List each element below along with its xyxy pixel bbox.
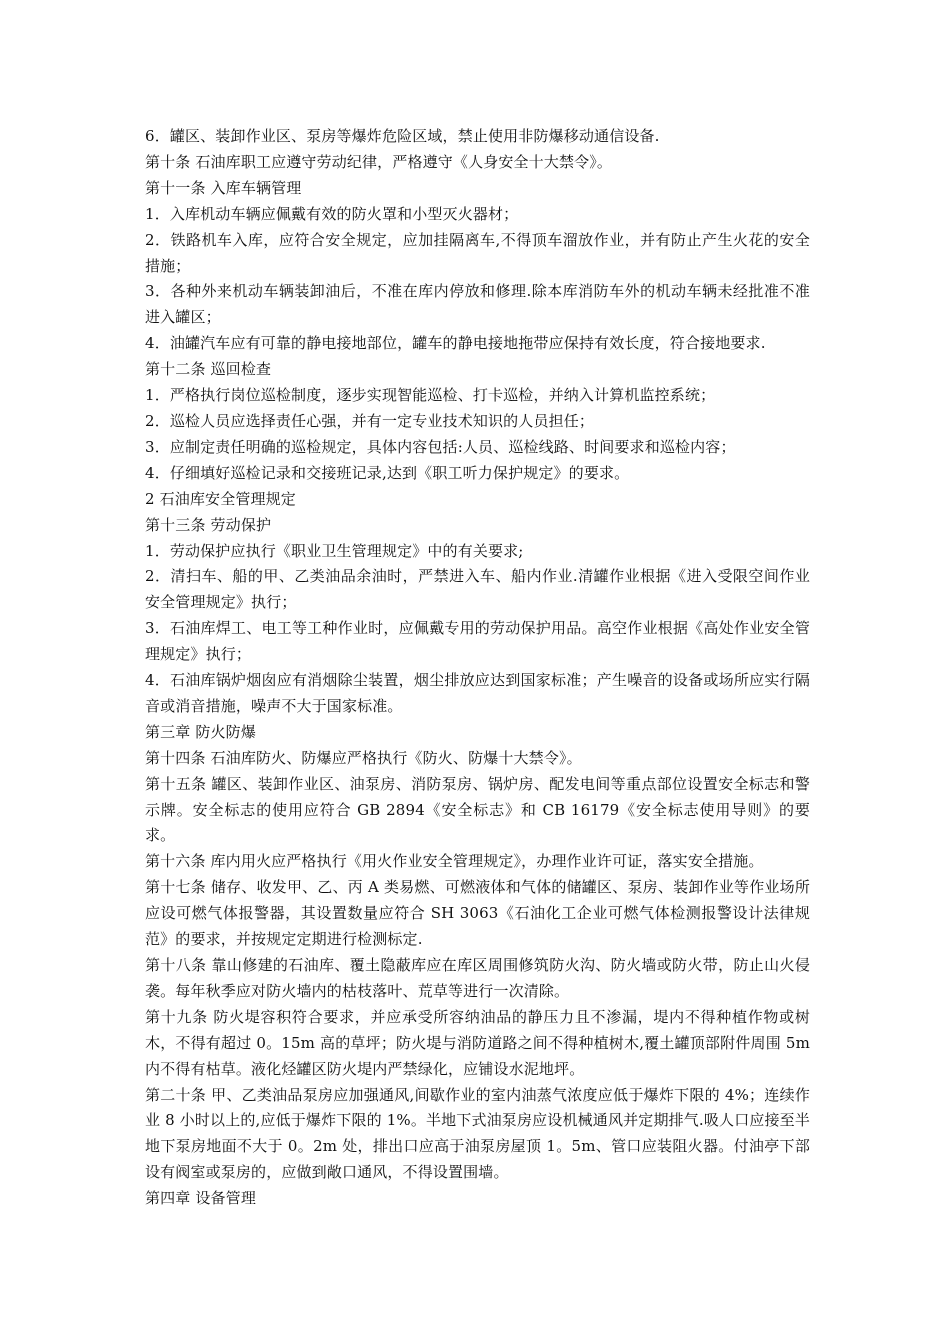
article-14: 第十四条 石油库防火、防爆应严格执行《防火、防爆十大禁令》。 — [145, 748, 582, 767]
article-13-item-3: 3．石油库焊工、电工等工种作业时，应佩戴专用的劳动保护用品。高空作业根据《高处作业安全管理规定》执行； — [145, 619, 810, 664]
section-heading: 2 石油库安全管理规定 — [145, 489, 296, 508]
article-17: 第十七条 储存、收发甲、乙、丙 A 类易燃、可燃液体和气体的储罐区、泵房、装卸作业等作业场所应设可燃气体报警器，其设置数量应符合 SH 3063《石油化工企业可燃气体检测报警设计法律规范》的要求，并按规定定期进行检测标定. — [145, 878, 810, 949]
article-10: 第十条 石油库职工应遵守劳动纪律，严格遵守《人身安全十大禁令》。 — [145, 152, 613, 171]
article-12-heading: 第十二条 巡回检查 — [145, 360, 272, 379]
article-12-item-3: 3．应制定责任明确的巡检规定，具体内容包括:人员、巡检线路、时间要求和巡检内容； — [145, 437, 736, 456]
item-6-mobile-devices: 6．罐区、装卸作业区、泵房等爆炸危险区域，禁止使用非防爆移动通信设备. — [145, 127, 660, 145]
article-13-item-2: 2．清扫车、船的甲、乙类油品余油时，严禁进入车、船内作业.清罐作业根据《进入受限空间作业安全管理规定》执行； — [145, 567, 810, 612]
article-16: 第十六条 库内用火应严格执行《用火作业安全管理规定》，办理作业许可证，落实安全措施。 — [145, 852, 764, 871]
article-11-item-4: 4．油罐汽车应有可靠的静电接地部位，罐车的静电接地拖带应保持有效长度，符合接地要求. — [145, 334, 766, 353]
article-20: 第二十条 甲、乙类油品泵房应加强通风,间歇作业的室内油蒸气浓度应低于爆炸下限的 4%；连续作业 8 小时以上的,应低于爆炸下限的 1%。半地下式油泵房应设机械通风并定期排气.吸人口应接至半地下泵房地面不大于 0。2m 处，排出口应高于油泵房屋顶 1。5m、管口应装阻火器。付油亭下部设有阀室或泵房的，应做到敞口通风，不得设置围墙。 — [145, 1085, 810, 1182]
chapter-4-heading: 第四章 设备管理 — [145, 1189, 256, 1208]
article-13-item-1: 1．劳动保护应执行《职业卫生管理规定》中的有关要求; — [145, 541, 524, 560]
article-11-item-1: 1．入库机动车辆应佩戴有效的防火罩和小型灭火器材； — [145, 204, 519, 223]
article-11-heading: 第十一条 入库车辆管理 — [145, 178, 302, 197]
article-11-item-2: 2．铁路机车入库，应符合安全规定，应加挂隔离车,不得顶车溜放作业，并有防止产生火花的安全措施； — [145, 230, 810, 275]
article-15: 第十五条 罐区、装卸作业区、油泵房、消防泵房、锅炉房、配发电间等重点部位设置安全标志和警示牌。安全标志的使用应符合 GB 2894《安全标志》和 CB 16179《安全标志使用导则》的要求。 — [145, 774, 810, 845]
article-19: 第十九条 防火堤容积符合要求，并应承受所容纳油品的静压力且不渗漏，堤内不得种植作物或树木，不得有超过 0。15m 高的草坪；防火堤与消防道路之间不得种植树木,覆土罐顶部附件周围 5m 内不得有枯草。液化烃罐区防火堤内严禁绿化，应铺设水泥地坪。 — [145, 1007, 810, 1078]
article-13-heading: 第十三条 劳动保护 — [145, 515, 272, 534]
article-12-item-4: 4．仔细填好巡检记录和交接班记录,达到《职工听力保护规定》的要求。 — [145, 463, 630, 482]
article-13-item-4: 4．石油库锅炉烟囱应有消烟除尘装置，烟尘排放应达到国家标准；产生噪音的设备或场所应实行隔音或消音措施，噪声不大于国家标准。 — [145, 671, 810, 715]
article-18: 第十八条 靠山修建的石油库、覆土隐蔽库应在库区周围修筑防火沟、防火墙或防火带，防止山火侵袭。每年秋季应对防火墙内的枯枝落叶、荒草等进行一次清除。 — [145, 956, 810, 1000]
chapter-3-heading: 第三章 防火防爆 — [145, 722, 256, 741]
article-11-item-3: 3．各种外来机动车辆装卸油后，不准在库内停放和修理.除本库消防车外的机动车辆未经批准不准进入罐区； — [145, 282, 810, 327]
article-12-item-1: 1．严格执行岗位巡检制度，逐步实现智能巡检、打卡巡检，并纳入计算机监控系统； — [145, 386, 716, 405]
article-12-item-2: 2．巡检人员应选择责任心强，并有一定专业技术知识的人员担任； — [145, 411, 595, 430]
document-body — [145, 124, 810, 1212]
